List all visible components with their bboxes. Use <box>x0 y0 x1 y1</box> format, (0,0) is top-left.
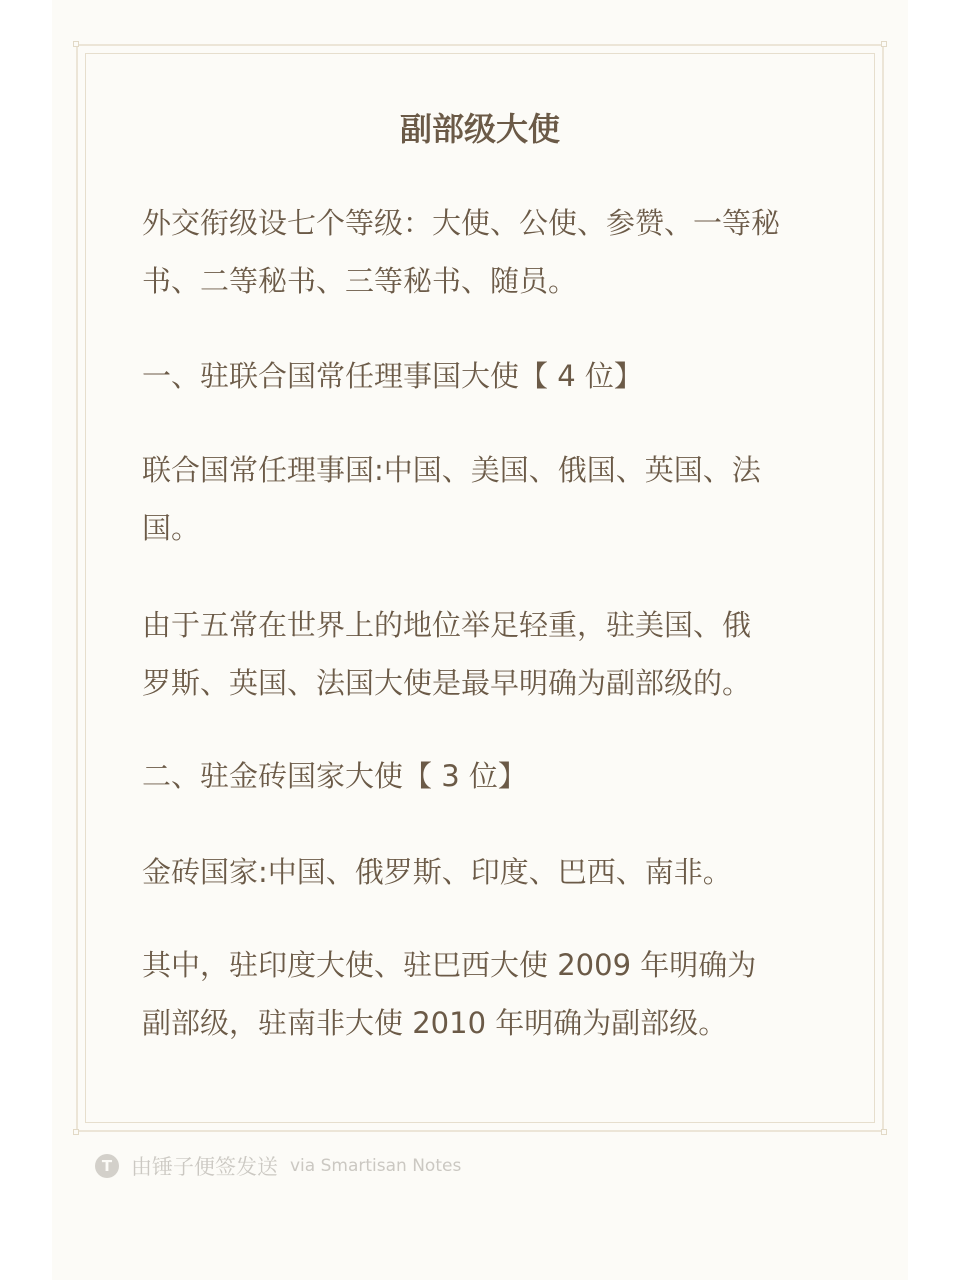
text-line: 外交衔级设七个等级：大使、公使、参赞、一等秘 <box>142 206 781 240</box>
paragraph-un-explanation <box>142 596 818 712</box>
section-heading-un <box>142 347 818 405</box>
text-line: 国。 <box>142 511 201 545</box>
footer-label-en: via Smartisan Notes <box>290 1156 462 1176</box>
corner-ornament <box>881 1129 887 1135</box>
text-line: 副部级，驻南非大使 2010 年明确为副部级。 <box>142 1006 728 1040</box>
paragraph-brics-explanation <box>142 936 818 1052</box>
corner-ornament <box>73 41 79 47</box>
smartisan-t-icon: T <box>95 1154 119 1178</box>
paragraph-un-members <box>142 441 818 557</box>
footer-attribution <box>95 1152 461 1180</box>
text-line: 罗斯、英国、法国大使是最早明确为副部级的。 <box>142 666 752 700</box>
text-line: 书、二等秘书、三等秘书、随员。 <box>142 264 578 298</box>
text-line: 其中，驻印度大使、驻巴西大使 2009 年明确为 <box>142 948 757 982</box>
footer-label-cn: 由锤子便签发送 <box>131 1155 278 1179</box>
note-title: 副部级大使 <box>399 110 560 148</box>
corner-ornament <box>881 41 887 47</box>
section-heading-brics <box>142 747 818 805</box>
text-line: 由于五常在世界上的地位举足轻重，驻美国、俄 <box>142 608 752 642</box>
note-page <box>52 0 908 1280</box>
paragraph-ranks <box>142 194 818 310</box>
text-line: 二、驻金砖国家大使【 3 位】 <box>142 759 527 793</box>
text-line: 金砖国家:中国、俄罗斯、印度、巴西、南非。 <box>142 855 732 889</box>
text-line: 联合国常任理事国:中国、美国、俄国、英国、法 <box>142 453 761 487</box>
corner-ornament <box>73 1129 79 1135</box>
paragraph-brics-members <box>142 843 818 901</box>
text-line: 一、驻联合国常任理事国大使【 4 位】 <box>142 359 643 393</box>
